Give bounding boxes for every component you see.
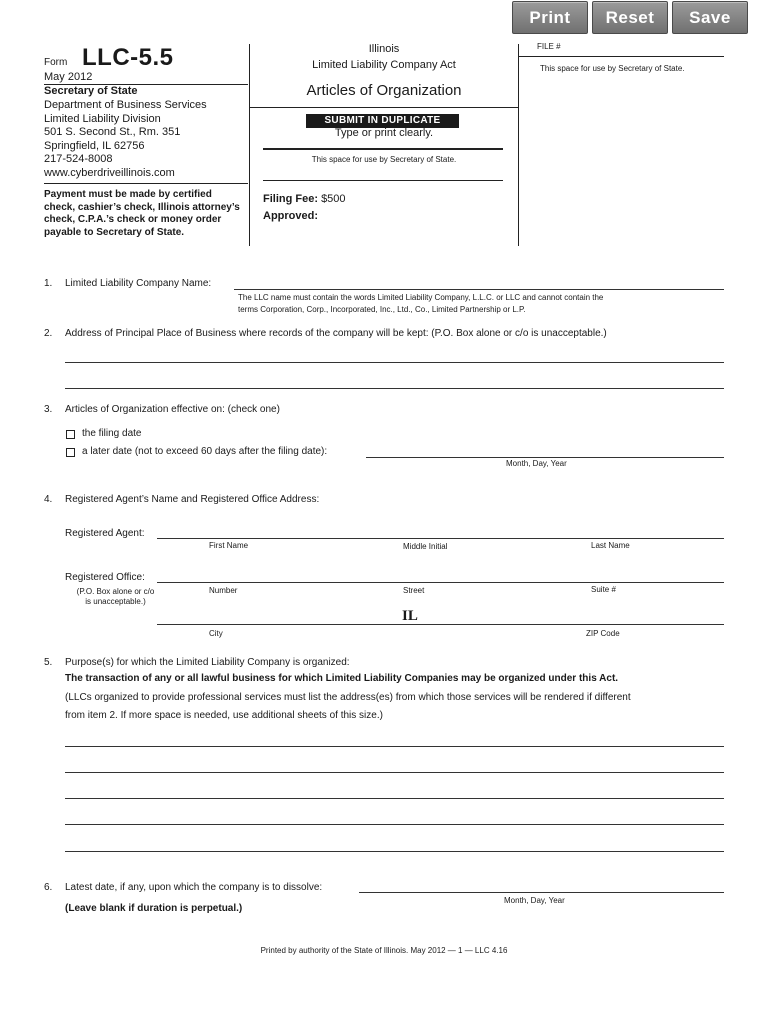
- middle-initial-caption: Middle Initial: [403, 542, 448, 551]
- registered-office-city-field[interactable]: [157, 624, 724, 625]
- address-line: Springfield, IL 62756: [44, 139, 145, 152]
- office-address: [44, 99, 207, 180]
- filing-date-checkbox[interactable]: [66, 430, 75, 439]
- purpose-note-line: from item 2. If more space is needed, use additional sheets of this size.): [65, 710, 383, 721]
- llc-name-note-line: terms Corporation, Corp., Incorporated, Inc., Ltd., Co., Limited Partnership or L.P.: [238, 305, 526, 314]
- address-line: 217-524-8008: [44, 153, 113, 165]
- save-button[interactable]: Save: [672, 1, 748, 34]
- purpose-line[interactable]: [65, 824, 724, 825]
- purpose-line[interactable]: [65, 772, 724, 773]
- item-number: 4.: [44, 494, 53, 505]
- print-button[interactable]: Print: [512, 1, 588, 34]
- form-prefix: Form: [44, 57, 68, 68]
- city-caption: City: [209, 629, 223, 638]
- item-number: 5.: [44, 657, 53, 668]
- header-divider: [249, 107, 519, 108]
- file-number-label: FILE #: [537, 42, 561, 51]
- header-divider: [263, 148, 503, 150]
- form-number: LLC-5.5: [82, 44, 174, 71]
- payment-line: check, C.P.A.’s check or money order: [44, 214, 222, 225]
- registered-office-label: Registered Office:: [65, 572, 145, 583]
- filing-fee: [263, 193, 346, 205]
- payment-line: check, cashier’s check, Illinois attorney’s: [44, 201, 240, 213]
- address-line: Limited Liability Division: [44, 112, 161, 125]
- purpose-line[interactable]: [65, 851, 724, 852]
- date-caption: Month, Day, Year: [506, 459, 567, 468]
- item-number: 1.: [44, 278, 53, 289]
- principal-address-label: Address of Principal Place of Business where records of the company will be kept: (P.O. Box alone or c/o is unacceptable.): [65, 328, 607, 339]
- po-box-note-line: is unacceptable.): [85, 597, 146, 606]
- registered-agent-field[interactable]: [157, 538, 724, 539]
- purpose-line[interactable]: [65, 746, 724, 747]
- payment-line: payable to Secretary of State.: [44, 226, 185, 238]
- submit-in-duplicate-badge: SUBMIT IN DUPLICATE: [306, 114, 459, 128]
- number-caption: Number: [209, 586, 238, 595]
- date-caption: Month, Day, Year: [504, 896, 565, 905]
- perpetual-note: (Leave blank if duration is perpetual.): [65, 903, 243, 914]
- state-code: IL: [402, 608, 418, 624]
- later-date-checkbox[interactable]: [66, 448, 75, 457]
- header-separator: [249, 44, 250, 246]
- first-name-caption: First Name: [209, 541, 249, 550]
- street-caption: Street: [403, 586, 425, 595]
- llc-name-label: Limited Liability Company Name:: [65, 278, 212, 289]
- suite-caption: Suite #: [591, 585, 616, 594]
- dissolve-date-label: Latest date, if any, upon which the company is to dissolve:: [65, 882, 323, 893]
- registered-office-street-field[interactable]: [157, 582, 724, 583]
- po-box-note-line: (P.O. Box alone or c/o: [76, 587, 155, 596]
- reset-button[interactable]: Reset: [592, 1, 668, 34]
- filing-fee-value: $500: [321, 193, 346, 205]
- office-title: Secretary of State: [44, 85, 138, 97]
- form-date: May 2012: [44, 71, 93, 83]
- filing-date-option-label: the filing date: [82, 428, 142, 439]
- payment-line: Payment must be made by certified: [44, 189, 212, 200]
- principal-address-line1[interactable]: [65, 362, 724, 363]
- center-space-note: This space for use by Secretary of State.: [311, 155, 457, 164]
- state-name: Illinois: [368, 43, 400, 55]
- filing-fee-label: Filing Fee:: [263, 193, 318, 205]
- address-line: www.cyberdriveillinois.com: [44, 166, 175, 179]
- last-name-caption: Last Name: [591, 541, 630, 550]
- document-title: Articles of Organization: [306, 82, 462, 99]
- zip-caption: ZIP Code: [586, 629, 620, 638]
- address-line: Department of Business Services: [44, 99, 207, 111]
- right-space-note: This space for use by Secretary of State.: [540, 64, 685, 73]
- approved-label: Approved:: [263, 210, 318, 222]
- purpose-line[interactable]: [65, 798, 724, 799]
- header-divider: [518, 56, 724, 57]
- type-print-note: Type or print clearly.: [334, 127, 434, 139]
- address-line: 501 S. Second St., Rm. 351: [44, 126, 181, 138]
- header-separator: [518, 44, 519, 246]
- header-divider: [263, 180, 503, 181]
- purpose-statement: The transaction of any or all lawful business for which Limited Liability Companies may be organized under this Act.: [65, 673, 619, 684]
- page-footer: Printed by authority of the State of Illinois. May 2012 — 1 — LLC 4.16: [260, 946, 508, 955]
- purpose-note-line: (LLCs organized to provide professional services must list the address(es) from which those services will be rendered if different: [65, 692, 631, 703]
- item-number: 3.: [44, 404, 53, 415]
- llc-name-note: [238, 292, 603, 316]
- llc-name-note-line: The LLC name must contain the words Limited Liability Company, L.L.C. or LLC and cannot contain the: [238, 293, 604, 302]
- purpose-label: Purpose(s) for which the Limited Liability Company is organized:: [65, 657, 350, 668]
- later-date-field[interactable]: [366, 457, 724, 458]
- later-date-option-label: a later date (not to exceed 60 days after the filing date):: [82, 446, 328, 457]
- po-box-note: [65, 587, 166, 607]
- act-name: Limited Liability Company Act: [312, 59, 456, 71]
- item-number: 6.: [44, 882, 53, 893]
- payment-note: [44, 189, 240, 239]
- dissolve-date-field[interactable]: [359, 892, 724, 893]
- header-divider: [44, 183, 248, 184]
- item-number: 2.: [44, 328, 53, 339]
- principal-address-line2[interactable]: [65, 388, 724, 389]
- llc-name-field[interactable]: [234, 289, 724, 290]
- registered-agent-heading: Registered Agent’s Name and Registered Office Address:: [65, 494, 320, 505]
- registered-agent-label: Registered Agent:: [65, 528, 145, 539]
- effective-date-label: Articles of Organization effective on: (check one): [65, 404, 280, 415]
